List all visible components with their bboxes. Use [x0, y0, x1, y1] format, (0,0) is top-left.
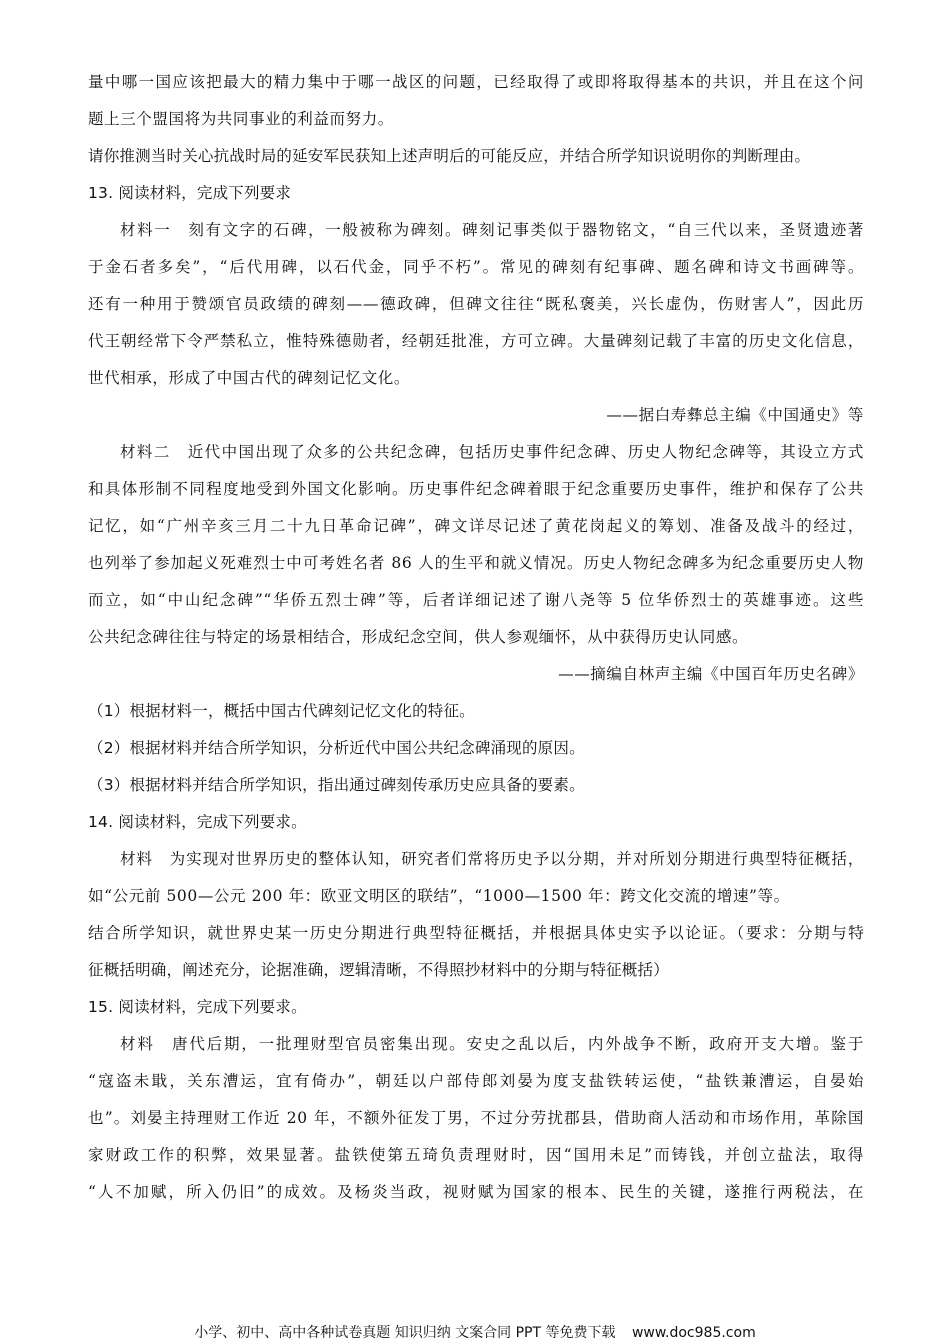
text-line: 和具体形制不同程度地受到外国文化影响。历史事件纪念碑着眼于纪念重要历史事件，维护和保存了公共 [88, 480, 864, 498]
text-line: 14. 阅读材料，完成下列要求。 [88, 813, 307, 831]
text-line: 于金石者多矣”，“后代用碑，以石代金，同乎不朽”。常见的碑刻有纪事碑、题名碑和诗文书画碑等。 [88, 258, 864, 276]
text-line: 13. 阅读材料，完成下列要求 [88, 184, 292, 202]
text-line: ——据白寿彝总主编《中国通史》等 [606, 406, 864, 424]
text-line: 也列举了参加起义死难烈士中可考姓名者 86 人的生平和就义情况。历史人物纪念碑多为纪念重要历史人物 [88, 554, 864, 572]
text-line: 如“公元前 500—公元 200 年：欧亚文明区的联结”，“1000—1500 年：跨文化交流的增速”等。 [88, 887, 790, 905]
text-line: 公共纪念碑往往与特定的场景相结合，形成纪念空间，供人参观缅怀，从中获得历史认同感。 [88, 628, 749, 646]
text-line: 量中哪一国应该把最大的精力集中于哪一战区的问题，已经取得了或即将取得基本的共识，并且在这个问 [88, 73, 864, 91]
text-line: （2）根据材料并结合所学知识，分析近代中国公共纪念碑涌现的原因。 [88, 739, 585, 757]
page-footer [0, 1322, 950, 1342]
text-line: （1）根据材料一，概括中国古代碑刻记忆文化的特征。 [88, 702, 475, 720]
text-line: 材料 唐代后期，一批理财型官员密集出现。安史之乱以后，内外战争不断，政府开支大增。鉴于 [120, 1035, 864, 1053]
text-line: 题上三个盟国将为共同事业的利益而努力。 [88, 110, 394, 128]
text-line: （3）根据材料并结合所学知识，指出通过碑刻传承历史应具备的要素。 [88, 776, 585, 794]
text-line: 15. 阅读材料，完成下列要求。 [88, 998, 307, 1016]
text-line: ——摘编自林声主编《中国百年历史名碑》 [558, 665, 864, 683]
text-line: 而立，如“中山纪念碑”“华侨五烈士碑”等，后者详细记述了谢八尧等 5 位华侨烈士的英雄事迹。这些 [88, 591, 864, 609]
text-line: 世代相承，形成了中国古代的碑刻记忆文化。 [88, 369, 411, 387]
text-line: 家财政工作的积弊，效果显著。盐铁使第五琦负责理财时，因“国用未足”而铸钱，并创立盐法，取得 [88, 1146, 864, 1164]
text-line: “寇盗未戢，关东漕运，宜有倚办”，朝廷以户部侍郎刘晏为度支盐铁转运使，“盐铁兼漕运，自晏始 [88, 1072, 864, 1090]
text-line: 材料二 近代中国出现了众多的公共纪念碑，包括历史事件纪念碑、历史人物纪念碑等，其设立方式 [120, 443, 864, 461]
text-line: 代王朝经常下令严禁私立，惟特殊德勋者，经朝廷批准，方可立碑。大量碑刻记载了丰富的历史文化信息， [88, 332, 864, 350]
footer-text: 小学、初中、高中各种试卷真题 知识归纳 文案合同 PPT 等免费下载 [194, 1325, 616, 1341]
text-line: “人不加赋，所入仍旧”的成效。及杨炎当政，视财赋为国家的根本、民生的关键，遂推行两税法，在 [88, 1183, 864, 1201]
text-line: 请你推测当时关心抗战时局的延安军民获知上述声明后的可能反应，并结合所学知识说明你的判断理由。 [88, 147, 811, 165]
text-line: 记忆，如“广州辛亥三月二十九日革命记碑”，碑文详尽记述了黄花岗起义的筹划、准备及战斗的经过， [88, 517, 864, 535]
text-line: 也”。刘晏主持理财工作近 20 年，不额外征发丁男，不过分劳扰郡县，借助商人活动和市场作用，革除国 [88, 1109, 864, 1127]
text-line: 材料 为实现对世界历史的整体认知，研究者们常将历史予以分期，并对所划分期进行典型特征概括， [120, 850, 864, 868]
text-line: 征概括明确，阐述充分，论据准确，逻辑清晰，不得照抄材料中的分期与特征概括） [88, 961, 669, 979]
text-line: 材料一 刻有文字的石碑，一般被称为碑刻。碑刻记事类似于器物铭文，“自三代以来，圣贤遗迹著 [120, 221, 864, 239]
text-line: 结合所学知识，就世界史某一历史分期进行典型特征概括，并根据具体史实予以论证。（要求：分期与特 [88, 924, 864, 942]
text-line: 还有一种用于赞颂官员政绩的碑刻——德政碑，但碑文往往“既私褒美，兴长虚伪，伤财害人”，因此历 [88, 295, 864, 313]
document-body [88, 72, 864, 1219]
footer-link[interactable]: www.doc985.com [631, 1325, 756, 1341]
